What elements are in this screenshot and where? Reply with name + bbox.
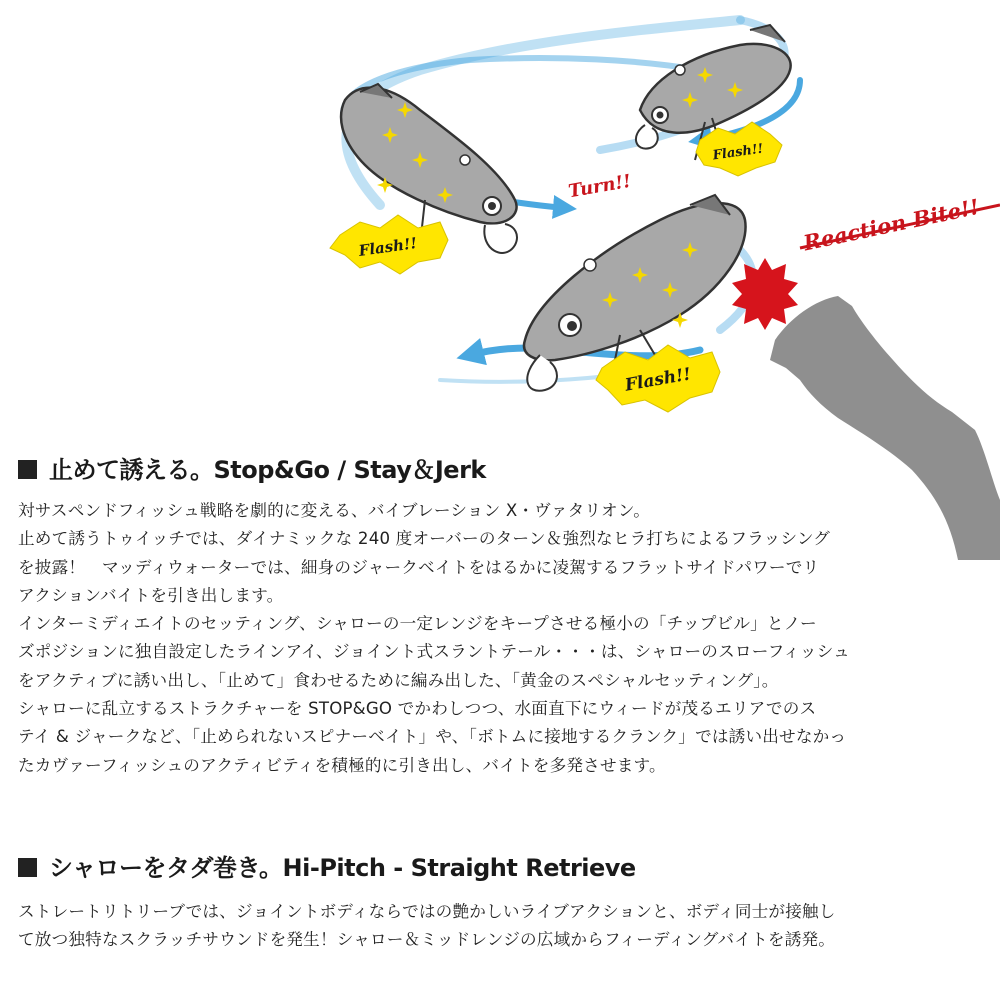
square-bullet-icon bbox=[18, 858, 37, 877]
flash-label-left: Flash!! bbox=[357, 234, 419, 260]
section-heading-straight-retrieve bbox=[18, 848, 636, 883]
section-body-straight-retrieve bbox=[18, 898, 984, 955]
body-line: たカヴァーフィッシュのアクティビティを積極的に引き出し、バイトを多発させます。 bbox=[18, 755, 666, 775]
reaction-bite-callout bbox=[800, 194, 1000, 256]
flash-burst-left bbox=[330, 215, 448, 274]
body-line: インターミディエイトのセッティング、シャローの一定レンジをキープさせる極小の「チップビル」とノー bbox=[18, 614, 817, 634]
body-line: を披露！ マッディウォーターでは、細身のジャークベイトをはるかに凌駕するフラットサイドパワーでリ bbox=[18, 557, 820, 577]
red-impact-burst bbox=[732, 258, 798, 330]
body-line: ズポジションに独自設定したラインアイ、ジョイント式スラントテール・・・は、シャローのスローフィッシュ bbox=[18, 642, 850, 662]
body-line: て放つ独特なスクラッチサウンドを発生！シャロー＆ミッドレンジの広域からフィーディングバイトを誘発。 bbox=[18, 930, 836, 950]
section-heading-stop-go bbox=[18, 450, 486, 485]
section-heading-text: 止めて誘える。Stop&Go / Stay＆Jerk bbox=[49, 456, 486, 484]
body-line: 対サスペンドフィッシュ戦略を劇的に変える、バイブレーション X・ヴァタリオン。 bbox=[18, 501, 651, 520]
reaction-bite-label: Reaction Bite!! bbox=[801, 193, 982, 256]
body-line: 止めて誘うトゥイッチでは、ダイナミックな 240 度オーバーのターン＆強烈なヒラ打ちによるフラッシング bbox=[18, 529, 831, 549]
flash-label-top: Flash!! bbox=[711, 141, 765, 164]
section-heading-text: シャローをタダ巻き。Hi-Pitch - Straight Retrieve bbox=[49, 854, 636, 882]
body-line: ストレートリトリーブでは、ジョイントボディならではの艶かしいライブアクションと、ボディ同士が接触し bbox=[18, 902, 836, 921]
turn-label: Turn!! bbox=[566, 170, 633, 203]
body-line: をアクティブに誘い出し、「止めて」食わせるために編み出した、「黄金のスペシャルセッティング」。 bbox=[18, 670, 779, 690]
body-line: シャローに乱立するストラクチャーを STOP&GO でかわしつつ、水面直下にウィードが茂るエリアでのス bbox=[18, 699, 817, 719]
body-line: アクションバイトを引き出します。 bbox=[18, 585, 284, 605]
body-line: テイ & ジャークなど、「止められないスピナーベイト」や、「ボトムに接地するクランク」では誘い出せなかっ bbox=[18, 727, 847, 747]
square-bullet-icon bbox=[18, 460, 37, 479]
section-body-stop-go bbox=[18, 497, 984, 780]
flash-label-center: Flash!! bbox=[623, 364, 693, 396]
